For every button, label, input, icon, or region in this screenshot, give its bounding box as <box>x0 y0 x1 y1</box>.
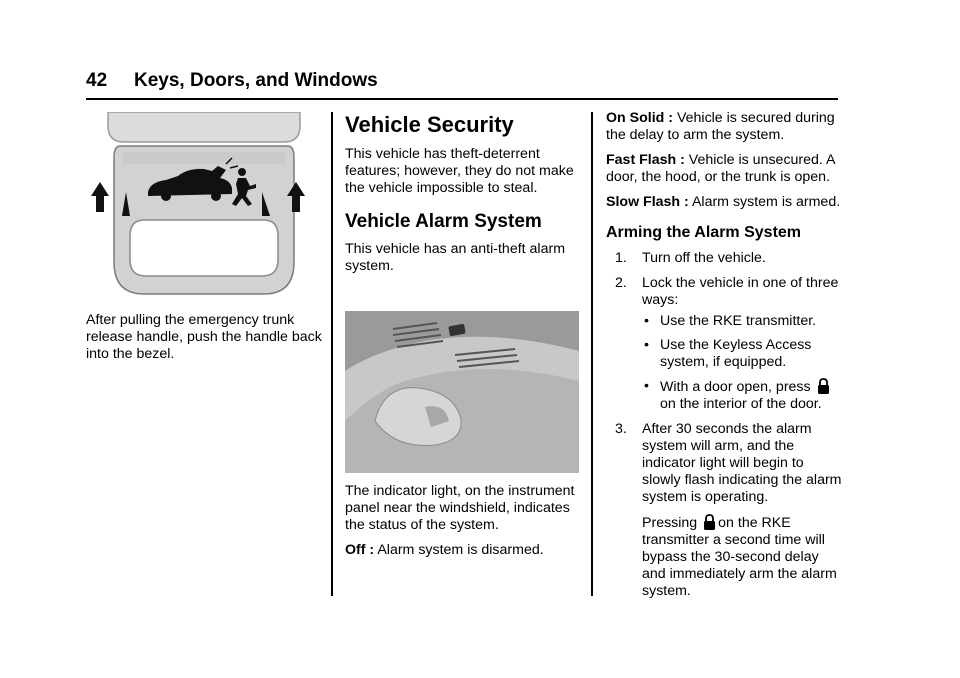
vehicle-alarm-system-heading: Vehicle Alarm System <box>345 211 542 232</box>
slow-flash-description: Alarm system is armed. <box>691 194 841 210</box>
slow-flash-term: Slow Flash : <box>606 194 689 210</box>
lock-methods-list <box>642 313 842 413</box>
column-divider-right <box>591 112 593 596</box>
bullet-mark: • <box>644 337 649 353</box>
column-2 <box>345 112 581 567</box>
indicator-light-text: The indicator light, on the instrument panel near the windshield, indicates the status of the system. <box>345 483 575 533</box>
section-title: Keys, Doors, and Windows <box>134 70 378 91</box>
arming-steps-list <box>606 250 842 600</box>
bullet-mark: • <box>644 378 649 394</box>
slow-flash-line <box>606 194 842 211</box>
step-number: 1. <box>615 250 627 266</box>
lock-icon <box>817 378 830 395</box>
fast-flash-term: Fast Flash : <box>606 152 685 168</box>
on-solid-line <box>606 110 842 144</box>
pressing-after: on the RKE transmitter a second time will bypass the 30-second delay and immediately arm the alarm system. <box>642 515 837 599</box>
header-rule <box>86 98 838 100</box>
arming-alarm-heading: Arming the Alarm System <box>606 224 802 241</box>
step-text: After 30 seconds the alarm system will arm, and the indicator light will begin to slowly flash indicating the alarm system is operating. <box>642 421 842 505</box>
page-header <box>86 70 378 92</box>
step-item <box>606 421 842 600</box>
off-term: Off : <box>345 542 375 558</box>
pressing-before: Pressing <box>642 515 698 531</box>
bullet-text-after: on the interior of the door. <box>660 396 822 412</box>
column-divider-left <box>331 112 333 596</box>
fast-flash-description: Vehicle is unsecured. A door, the hood, or the trunk is open. <box>606 152 835 185</box>
page-number: 42 <box>86 70 108 91</box>
step-item <box>606 250 842 267</box>
trunk-release-caption: After pulling the emergency trunk release handle, push the handle back into the bezel. <box>86 312 322 362</box>
off-status-line <box>345 542 581 559</box>
vehicle-security-intro: This vehicle has theft-deterrent features; however, they do not make the vehicle impossible to steal. <box>345 146 574 196</box>
off-description: Alarm system is disarmed. <box>377 542 544 558</box>
step-text: Lock the vehicle in one of three ways: <box>642 275 839 308</box>
bullet-text: Use the RKE transmitter. <box>660 313 817 329</box>
column-3 <box>606 110 842 608</box>
bullet-text: Use the Keyless Access system, if equipped. <box>660 337 812 370</box>
alarm-intro-text: This vehicle has an anti-theft alarm system. <box>345 241 566 274</box>
on-solid-description: Vehicle is secured during the delay to arm the system. <box>606 110 835 143</box>
step-text: Turn off the vehicle. <box>642 250 766 266</box>
list-item <box>642 337 842 371</box>
instrument-panel-indicator-illustration <box>345 311 579 473</box>
bullet-mark: • <box>644 313 649 329</box>
step-number: 3. <box>615 421 627 437</box>
vehicle-security-heading: Vehicle Security <box>345 112 514 137</box>
step-number: 2. <box>615 275 627 291</box>
list-item <box>642 378 842 413</box>
bullet-text-before: With a door open, press <box>660 379 811 395</box>
lock-icon <box>703 514 716 531</box>
trunk-release-handle-illustration <box>86 112 322 298</box>
fast-flash-line <box>606 152 842 186</box>
on-solid-term: On Solid : <box>606 110 673 126</box>
list-item <box>642 313 842 330</box>
column-1 <box>86 112 322 371</box>
step-item <box>606 275 842 413</box>
pressing-text <box>642 514 842 600</box>
